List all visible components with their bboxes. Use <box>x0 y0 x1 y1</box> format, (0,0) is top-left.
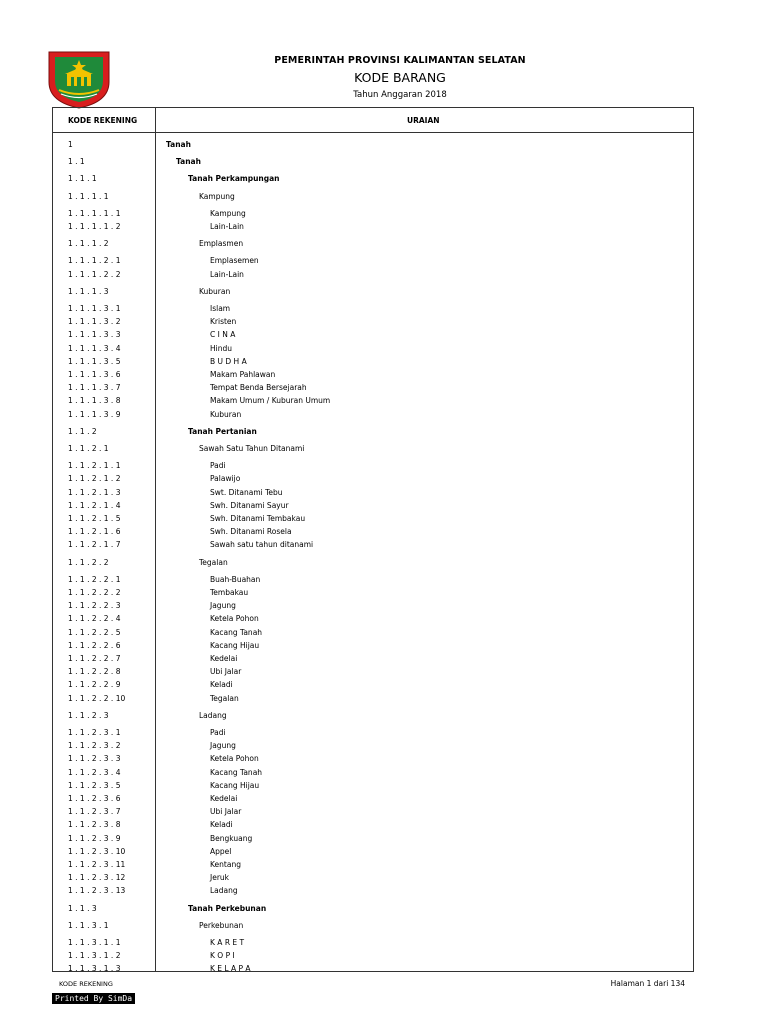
table-row <box>0 963 768 974</box>
row-description: Swh. Ditanami Rosela <box>210 527 292 537</box>
row-description: Makam Pahlawan <box>210 370 276 379</box>
row-code: 1 . 1 . 2 . 3 . 4 <box>68 767 121 777</box>
table-row <box>0 846 768 857</box>
row-description: Jagung <box>210 601 236 611</box>
row-description: Makam Umum / Kuburan Umum <box>210 396 331 406</box>
row-description: Swt. Ditanami Tebu <box>210 487 283 497</box>
row-code: 1 . 1 . 1 . 3 . 5 <box>68 356 121 366</box>
row-description: Bengkuang <box>210 833 253 843</box>
row-description: Ketela Pohon <box>210 754 259 764</box>
row-description: Kedelai <box>210 794 238 803</box>
column-header-kode: KODE REKENING <box>68 116 138 125</box>
row-code: 1 . 1 . 2 . 2 . 4 <box>68 614 121 624</box>
row-code: 1 . 1 . 3 . 1 . 2 <box>68 951 121 961</box>
row-description: Tanah Perkampungan <box>188 174 280 184</box>
table-row <box>0 343 768 354</box>
row-code: 1 . 1 . 3 . 1 . 1 <box>68 938 121 947</box>
table-row <box>0 653 768 664</box>
row-code: 1 . 1 . 1 . 2 . 1 <box>68 256 121 266</box>
table-row <box>0 487 768 498</box>
row-description: Sawah satu tahun ditanami <box>210 540 314 550</box>
table-row <box>0 903 768 914</box>
row-code: 1 . 1 . 1 . 3 . 1 <box>68 304 121 313</box>
row-code: 1 . 1 . 2 . 3 . 1 <box>68 728 121 737</box>
table-row <box>0 885 768 896</box>
row-description: Tegalan <box>210 693 239 703</box>
row-code: 1 . 1 . 2 . 2 . 10 <box>68 693 126 703</box>
row-description: C I N A <box>210 330 236 340</box>
row-code: 1 . 1 . 1 . 3 <box>68 286 109 296</box>
row-description: Tempat Benda Bersejarah <box>210 383 307 393</box>
table-row <box>0 587 768 598</box>
table-row <box>0 238 768 249</box>
table-row <box>0 710 768 721</box>
row-description: Appel <box>210 846 232 856</box>
page-title: KODE BARANG <box>354 70 446 85</box>
table-row <box>0 500 768 511</box>
row-code: 1 . 1 . 2 . 2 <box>68 557 109 567</box>
table-row <box>0 574 768 585</box>
row-code: 1 . 1 . 2 . 1 <box>68 444 109 453</box>
row-description: Ladang <box>199 710 227 720</box>
table-row <box>0 208 768 219</box>
header-government: PEMERINTAH PROVINSI KALIMANTAN SELATAN <box>274 55 526 66</box>
table-row <box>0 920 768 931</box>
row-description: Ubi Jalar <box>210 667 242 677</box>
table-row <box>0 613 768 624</box>
row-code: 1 . 1 . 1 . 3 . 4 <box>68 343 121 353</box>
table-row <box>0 557 768 568</box>
row-description: Kuburan <box>199 286 231 296</box>
header-divider <box>52 132 694 133</box>
row-code: 1 . 1 . 2 . 3 . 7 <box>68 807 121 817</box>
row-code: 1 . 1 . 1 . 2 <box>68 239 109 249</box>
row-code: 1 . 1 . 2 . 3 . 9 <box>68 833 121 843</box>
row-description: Tanah <box>176 157 201 167</box>
table-row <box>0 460 768 471</box>
row-description: Ketela Pohon <box>210 614 259 624</box>
row-code: 1 . 1 . 2 . 2 . 1 <box>68 574 121 584</box>
row-code: 1 . 1 . 1 . 1 <box>68 191 109 201</box>
row-description: Padi <box>210 461 226 471</box>
province-logo <box>45 48 113 110</box>
row-description: Kuburan <box>210 409 242 419</box>
row-code: 1 . 1 . 2 . 1 . 1 <box>68 461 121 471</box>
row-code: 1 . 1 . 1 . 3 . 9 <box>68 409 121 419</box>
row-code: 1 . 1 . 2 . 3 . 10 <box>68 846 126 856</box>
row-code: 1 . 1 . 2 . 3 . 3 <box>68 754 121 764</box>
row-description: Kampung <box>210 208 246 218</box>
row-code: 1 . 1 . 2 . 3 . 12 <box>68 873 126 883</box>
row-description: B U D H A <box>210 356 247 366</box>
row-description: K E L A P A <box>210 964 251 974</box>
table-row <box>0 286 768 297</box>
table-row <box>0 780 768 791</box>
row-description: Lain-Lain <box>210 222 244 231</box>
row-description: K O P I <box>210 951 235 961</box>
row-description: K A R E T <box>210 938 245 947</box>
row-description: Kacang Hijau <box>210 640 260 650</box>
table-row <box>0 819 768 830</box>
table-row <box>0 329 768 340</box>
row-description: Lain-Lain <box>210 269 244 279</box>
row-description: Ubi Jalar <box>210 807 242 817</box>
table-row <box>0 173 768 184</box>
row-code: 1 . 1 . 1 . 3 . 8 <box>68 396 121 406</box>
table-row <box>0 443 768 454</box>
table-row <box>0 191 768 202</box>
row-code: 1 . 1 . 3 . 1 . 3 <box>68 964 121 974</box>
row-description: Palawijo <box>210 474 241 484</box>
table-row <box>0 666 768 677</box>
row-description: Tembakau <box>210 588 249 597</box>
row-description: Kampung <box>199 191 235 201</box>
row-description: Kedelai <box>210 654 238 663</box>
table-row <box>0 473 768 484</box>
table-row <box>0 255 768 266</box>
footer-label: KODE REKENING <box>59 980 113 988</box>
row-description: Ladang <box>210 886 238 896</box>
table-row <box>0 767 768 778</box>
table-row <box>0 859 768 870</box>
table-row <box>0 753 768 764</box>
table-row <box>0 395 768 406</box>
row-code: 1 . 1 . 3 <box>68 903 97 913</box>
row-code: 1 . 1 . 2 . 2 . 9 <box>68 680 121 690</box>
table-row <box>0 679 768 690</box>
table-row <box>0 269 768 280</box>
row-description: Tanah Perkebunan <box>188 903 267 913</box>
table-row <box>0 693 768 704</box>
table-row <box>0 793 768 804</box>
page-subtitle: Tahun Anggaran 2018 <box>353 90 447 100</box>
table-row <box>0 872 768 883</box>
row-code: 1 . 1 . 1 . 3 . 2 <box>68 317 121 327</box>
row-description: Tanah <box>166 140 191 149</box>
row-code: 1 . 1 . 2 . 1 . 4 <box>68 500 121 510</box>
row-code: 1 <box>68 140 73 149</box>
row-description: Jeruk <box>210 873 230 883</box>
row-code: 1 . 1 . 2 . 2 . 5 <box>68 627 121 637</box>
row-description: Perkebunan <box>199 920 244 930</box>
table-row <box>0 221 768 232</box>
row-code: 1 . 1 . 2 . 1 . 2 <box>68 474 121 484</box>
row-code: 1 . 1 . 1 . 3 . 3 <box>68 330 121 340</box>
row-code: 1 . 1 . 1 . 3 . 7 <box>68 383 121 393</box>
row-code: 1 . 1 . 1 . 1 . 1 <box>68 208 121 218</box>
row-description: Padi <box>210 728 226 737</box>
table-row <box>0 426 768 437</box>
row-code: 1 . 1 . 1 <box>68 174 97 184</box>
table-row <box>0 539 768 550</box>
table-row <box>0 303 768 314</box>
row-description: Tegalan <box>199 557 228 567</box>
row-code: 1 . 1 . 2 . 3 . 6 <box>68 794 121 803</box>
table-row <box>0 833 768 844</box>
row-description: Kentang <box>210 860 241 869</box>
row-code: 1 . 1 . 2 . 2 . 8 <box>68 667 121 677</box>
table-row <box>0 139 768 150</box>
row-description: Hindu <box>210 343 232 353</box>
row-code: 1 . 1 <box>68 157 85 167</box>
row-description: Keladi <box>210 680 233 690</box>
table-row <box>0 937 768 948</box>
row-description: Emplasmen <box>199 239 244 249</box>
table-row <box>0 526 768 537</box>
row-description: Islam <box>210 304 231 313</box>
row-description: Kacang Tanah <box>210 627 263 637</box>
table-row <box>0 513 768 524</box>
table-row <box>0 806 768 817</box>
row-code: 1 . 1 . 3 . 1 <box>68 920 109 930</box>
row-description: Jagung <box>210 741 236 751</box>
table-row <box>0 640 768 651</box>
row-description: Kacang Tanah <box>210 767 263 777</box>
row-code: 1 . 1 . 2 . 2 . 2 <box>68 588 121 597</box>
row-code: 1 . 1 . 2 . 3 . 13 <box>68 886 126 896</box>
table-row <box>0 382 768 393</box>
row-description: Keladi <box>210 820 233 830</box>
table-row <box>0 316 768 327</box>
table-row <box>0 627 768 638</box>
row-code: 1 . 1 . 2 . 3 . 5 <box>68 780 121 790</box>
table-row <box>0 369 768 380</box>
table-row <box>0 156 768 167</box>
row-description: Swh. Ditanami Sayur <box>210 500 289 510</box>
row-description: Sawah Satu Tahun Ditanami <box>199 444 305 453</box>
row-description: Kristen <box>210 317 237 327</box>
row-code: 1 . 1 . 1 . 3 . 6 <box>68 370 121 379</box>
row-description: Emplasemen <box>210 256 259 266</box>
row-description: Kacang Hijau <box>210 780 260 790</box>
row-code: 1 . 1 . 2 . 1 . 7 <box>68 540 121 550</box>
column-header-uraian: URAIAN <box>407 116 440 125</box>
row-code: 1 . 1 . 2 <box>68 426 97 436</box>
table-row <box>0 356 768 367</box>
row-code: 1 . 1 . 2 . 2 . 7 <box>68 654 121 663</box>
page-number: Halaman 1 dari 134 <box>610 979 685 988</box>
row-description: Tanah Pertanian <box>188 426 257 436</box>
table-row <box>0 727 768 738</box>
row-code: 1 . 1 . 2 . 3 . 2 <box>68 741 121 751</box>
printed-by-stamp: Printed By SimDa <box>52 993 135 1004</box>
row-code: 1 . 1 . 2 . 2 . 3 <box>68 601 121 611</box>
table-row <box>0 740 768 751</box>
row-code: 1 . 1 . 2 . 3 . 11 <box>68 860 126 869</box>
row-code: 1 . 1 . 2 . 3 <box>68 710 109 720</box>
row-code: 1 . 1 . 2 . 1 . 5 <box>68 514 121 523</box>
row-description: Buah-Buahan <box>210 574 261 584</box>
table-row <box>0 600 768 611</box>
row-description: Swh. Ditanami Tembakau <box>210 514 306 523</box>
row-code: 1 . 1 . 2 . 3 . 8 <box>68 820 121 830</box>
table-row <box>0 950 768 961</box>
row-code: 1 . 1 . 2 . 1 . 3 <box>68 487 121 497</box>
table-row <box>0 409 768 420</box>
row-code: 1 . 1 . 1 . 1 . 2 <box>68 222 121 231</box>
row-code: 1 . 1 . 2 . 1 . 6 <box>68 527 121 537</box>
row-code: 1 . 1 . 1 . 2 . 2 <box>68 269 121 279</box>
row-code: 1 . 1 . 2 . 2 . 6 <box>68 640 121 650</box>
